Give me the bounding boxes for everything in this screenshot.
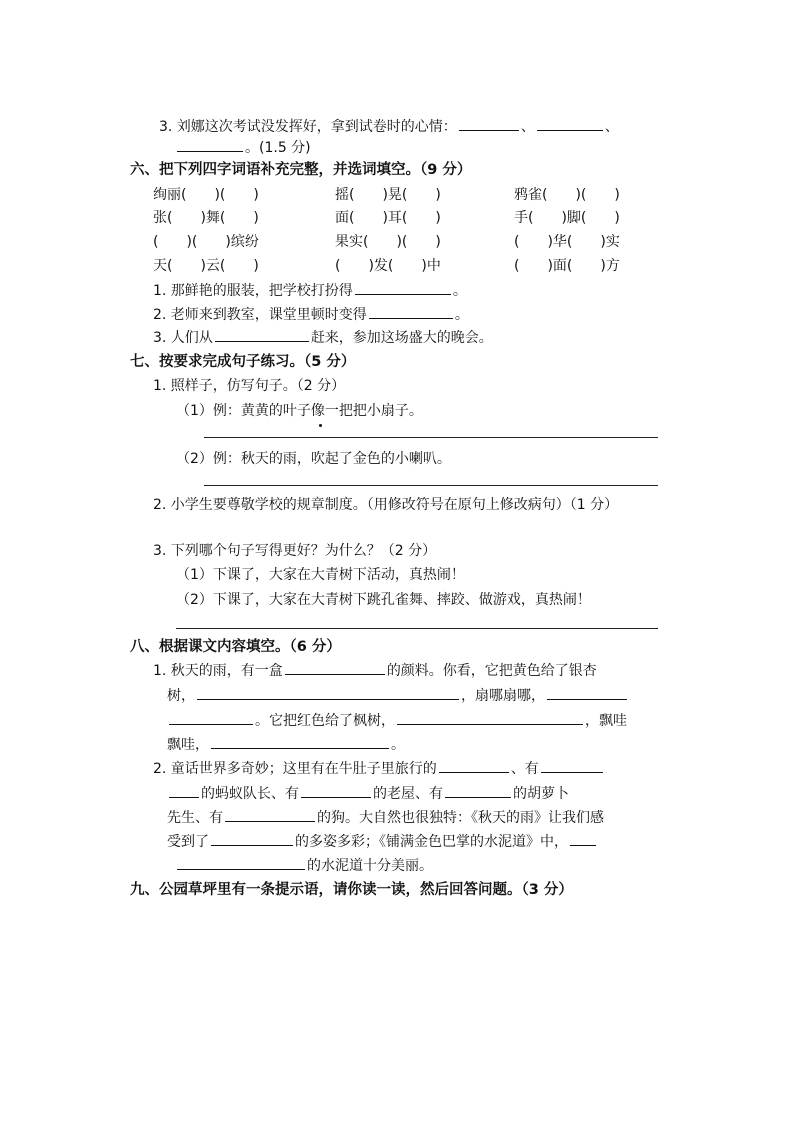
separator: 、 <box>604 119 619 135</box>
s7-q1: 1. 照样子，仿写句子。（2 分） <box>153 378 346 394</box>
word-item: 天( )云( ) <box>153 258 259 274</box>
s6-title: 六、把下列四字词语补充完整，并选词填空。（9 分） <box>130 162 472 178</box>
answer-blank[interactable] <box>211 832 293 846</box>
s8-line5 <box>153 759 605 779</box>
word-item: ( )面( )方 <box>514 258 620 274</box>
answer-blank[interactable] <box>397 711 583 725</box>
s5-q3-line2 <box>175 138 311 158</box>
answer-line[interactable] <box>204 437 658 438</box>
answer-blank[interactable] <box>169 711 253 725</box>
answer-blank[interactable] <box>537 117 603 131</box>
answer-blank[interactable] <box>169 784 199 798</box>
s8-title: 八、根据课文内容填空。（6 分） <box>130 639 341 655</box>
s6-q1 <box>153 281 467 301</box>
answer-line[interactable] <box>204 485 658 486</box>
s8-line2 <box>167 686 629 706</box>
s7-q1-1: （1）例：黄黄的叶子像一把把小扇子。 <box>176 403 423 419</box>
answer-blank[interactable] <box>445 784 511 798</box>
answer-blank[interactable] <box>301 784 371 798</box>
answer-blank[interactable] <box>225 808 315 822</box>
s8-line9 <box>175 856 433 876</box>
text: 受到了 <box>167 834 209 850</box>
answer-blank[interactable] <box>439 759 509 773</box>
word-item: 果实( )( ) <box>335 234 441 250</box>
s6-q3-text: 3. 人们从 <box>153 330 213 346</box>
answer-blank[interactable] <box>547 686 627 700</box>
word-item: 面( )耳( ) <box>335 210 441 226</box>
text: 。 <box>391 737 405 753</box>
text: 、有 <box>510 761 539 777</box>
s7-q3: 3. 下列哪个句子写得更好？为什么？（2 分） <box>153 543 437 559</box>
s8-line4 <box>167 735 405 755</box>
s7-q3-2: （2）下课了，大家在大青树下跳孔雀舞、摔跤、做游戏，真热闹！ <box>176 592 591 608</box>
s8-line1 <box>153 661 597 681</box>
text: ，飘哇 <box>585 713 627 729</box>
text: 1. 秋天的雨，有一盒 <box>153 663 283 679</box>
answer-blank[interactable] <box>197 686 459 700</box>
s6-q3 <box>153 328 493 348</box>
word-item: 绚丽( )( ) <box>153 187 259 203</box>
word-item: ( )华( )实 <box>514 234 620 250</box>
word-item: ( )发( )中 <box>335 258 441 274</box>
answer-line[interactable] <box>176 628 658 629</box>
text: 先生、有 <box>167 810 223 826</box>
separator: 、 <box>520 119 535 135</box>
text: 的胡萝卜 <box>513 786 569 802</box>
s6-q2-text: 2. 老师来到教室，课堂里顿时变得 <box>153 307 367 323</box>
text: 。它把红色给了枫树， <box>255 713 395 729</box>
answer-blank[interactable] <box>355 281 451 295</box>
text: 的蚂蚁队长、有 <box>201 786 299 802</box>
s6-q1-text: 1. 那鲜艳的服装，把学校打扮得 <box>153 283 353 299</box>
word-item: 手( )脚( ) <box>514 210 620 226</box>
answer-blank[interactable] <box>211 735 389 749</box>
answer-blank[interactable] <box>177 856 305 870</box>
text: ，扇哪扇哪， <box>461 688 545 704</box>
s6-q2 <box>153 305 469 325</box>
answer-blank[interactable] <box>369 305 453 319</box>
text: 的水泥道十分美丽。 <box>307 858 433 874</box>
text: 树， <box>167 688 195 704</box>
text: 的颜料。你看，它把黄色给了银杏 <box>386 663 597 679</box>
text: 的狗。大自然也很独特：《秋天的雨》让我们感 <box>317 810 604 826</box>
word-item: 张( )舞( ) <box>153 210 259 226</box>
s6-q3-text-2: 赶来，参加这场盛大的晚会。 <box>310 330 493 346</box>
emphasis-dot <box>319 424 322 427</box>
text: 飘哇， <box>167 737 209 753</box>
answer-blank[interactable] <box>215 328 309 342</box>
period: 。 <box>454 307 469 323</box>
s8-line7 <box>167 808 604 828</box>
s7-q1-2: （2）例：秋天的雨，吹起了金色的小喇叭。 <box>176 451 451 467</box>
word-item: 鸦雀( )( ) <box>514 187 620 203</box>
text: 的老屋、有 <box>373 786 443 802</box>
s7-q3-1: （1）下课了，大家在大青树下活动，真热闹！ <box>176 567 465 583</box>
period: 。 <box>452 283 467 299</box>
s5-q3-text: 3. 刘娜这次考试没发挥好，拿到试卷时的心情： <box>159 119 457 135</box>
word-item: 摇( )晃( ) <box>335 187 441 203</box>
answer-blank[interactable] <box>285 661 385 675</box>
answer-blank[interactable] <box>570 832 596 846</box>
answer-blank[interactable] <box>459 117 519 131</box>
s9-title: 九、公园草坪里有一条提示语，请你读一读，然后回答问题。（3 分） <box>130 882 573 898</box>
s8-line8 <box>167 832 598 852</box>
text: 的多姿多彩；《铺满金色巴掌的水泥道》中， <box>295 834 568 850</box>
s8-line6 <box>167 784 569 804</box>
word-item: ( )( )缤纷 <box>153 234 259 250</box>
s7-q2: 2. 小学生要尊敬学校的规章制度。（用修改符号在原句上修改病句）（1 分） <box>153 497 619 513</box>
s7-title: 七、按要求完成句子练习。（5 分） <box>130 354 356 370</box>
text: 2. 童话世界多奇妙；这里有在牛肚子里旅行的 <box>153 761 437 777</box>
answer-blank[interactable] <box>541 759 603 773</box>
s5-q3-line <box>159 117 619 137</box>
s8-line3 <box>167 711 627 731</box>
answer-blank[interactable] <box>177 138 243 152</box>
score-note: 。(1.5 分) <box>245 140 311 156</box>
